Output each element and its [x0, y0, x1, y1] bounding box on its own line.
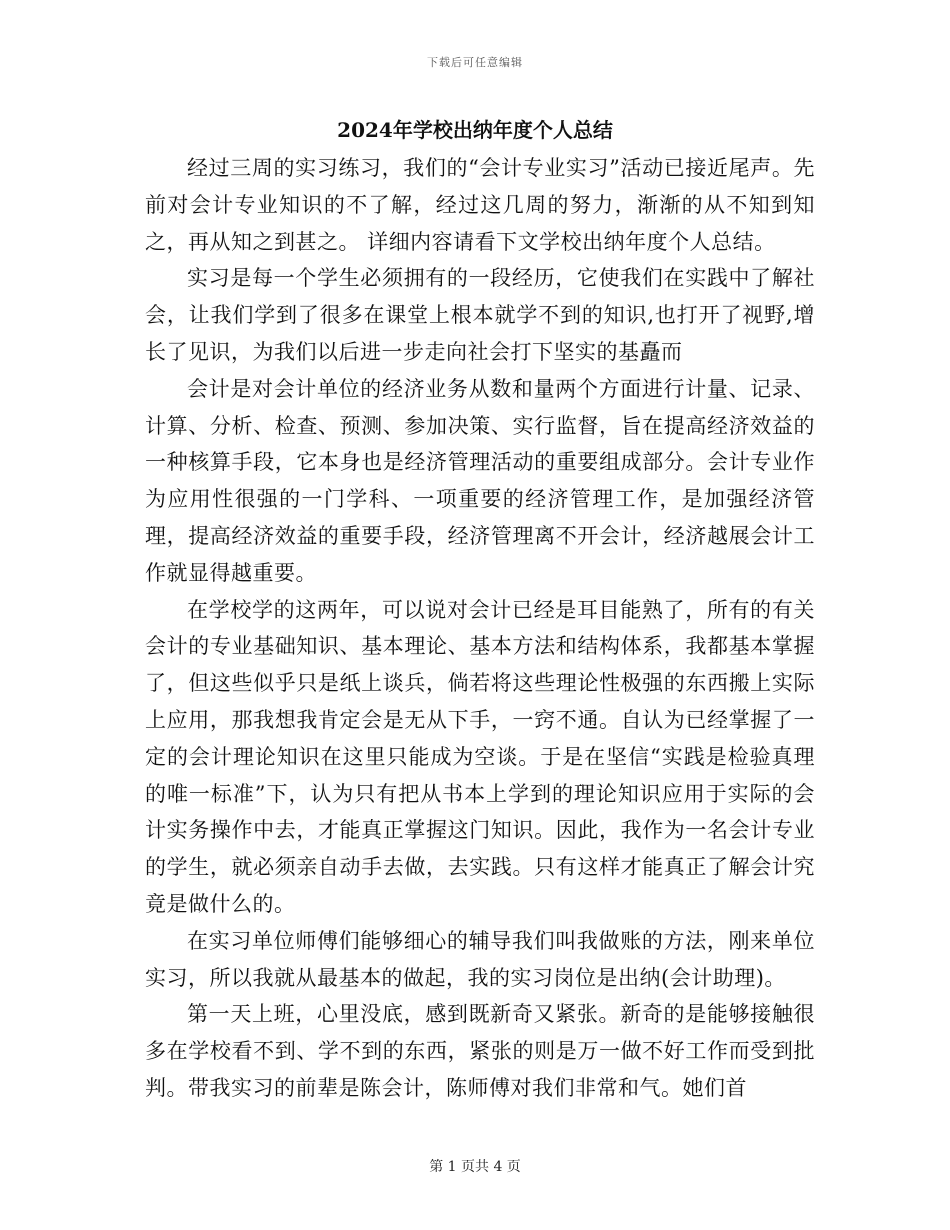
paragraph: 第一天上班，心里没底，感到既新奇又紧张。新奇的是能够接触很多在学校看不到、学不到的东西，紧张的则是万一做不好工作而受到批判。带我实习的前辈是陈会计，陈师傅对我们非常和气。她们首	[145, 1002, 815, 1100]
paragraph: 经过三周的实习练习，我们的“会计专业实习”活动已接近尾声。先前对会计专业知识的不了解，经过这几周的努力，渐渐的从不知到知之，再从知之到甚之。 详细内容请看下文学校出纳年度个人总结。	[145, 156, 815, 254]
document-body	[145, 150, 815, 1107]
page-header: 下载后可任意编辑	[427, 56, 523, 69]
paragraph: 在学校学的这两年，可以说对会计已经是耳目能熟了，所有的有关会计的专业基础知识、基本理论、基本方法和结构体系，我都基本掌握了，但这些似乎只是纸上谈兵，倘若将这些理论性极强的东西搬上实际上应用，那我想我肯定会是无从下手，一窍不通。自认为已经掌握了一定的会计理论知识在这里只能成为空谈。于是在坚信“实践是检验真理的唯一标准”下，认为只有把从书本上学到的理论知识应用于实际的会计实务操作中去，才能真正掌握这门知识。因此，我作为一名会计专业的学生，就必须亲自动手去做，去实践。只有这样才能真正了解会计究竟是做什么的。	[145, 597, 815, 916]
page-number: 第 1 页共 4 页	[429, 1159, 521, 1175]
paragraph: 在实习单位师傅们能够细心的辅导我们叫我做账的方法，刚来单位实习，所以我就从最基本的做起，我的实习岗位是出纳(会计助理)。	[145, 928, 815, 990]
document-title: 2024年学校出纳年度个人总结	[337, 118, 613, 142]
paragraph: 会计是对会计单位的经济业务从数和量两个方面进行计量、记录、计算、分析、检查、预测、参加决策、实行监督，旨在提高经济效益的一种核算手段，它本身也是经济管理活动的重要组成部分。会计专业作为应用性很强的一门学科、一项重要的经济管理工作，是加强经济管理，提高经济效益的重要手段，经济管理离不开会计，经济越展会计工作就显得越重要。	[145, 376, 815, 585]
paragraph: 实习是每一个学生必须拥有的一段经历，它使我们在实践中了解社会，让我们学到了很多在课堂上根本就学不到的知识,也打开了视野,增长了见识，为我们以后进一步走向社会打下坚实的基矗而	[145, 266, 815, 364]
